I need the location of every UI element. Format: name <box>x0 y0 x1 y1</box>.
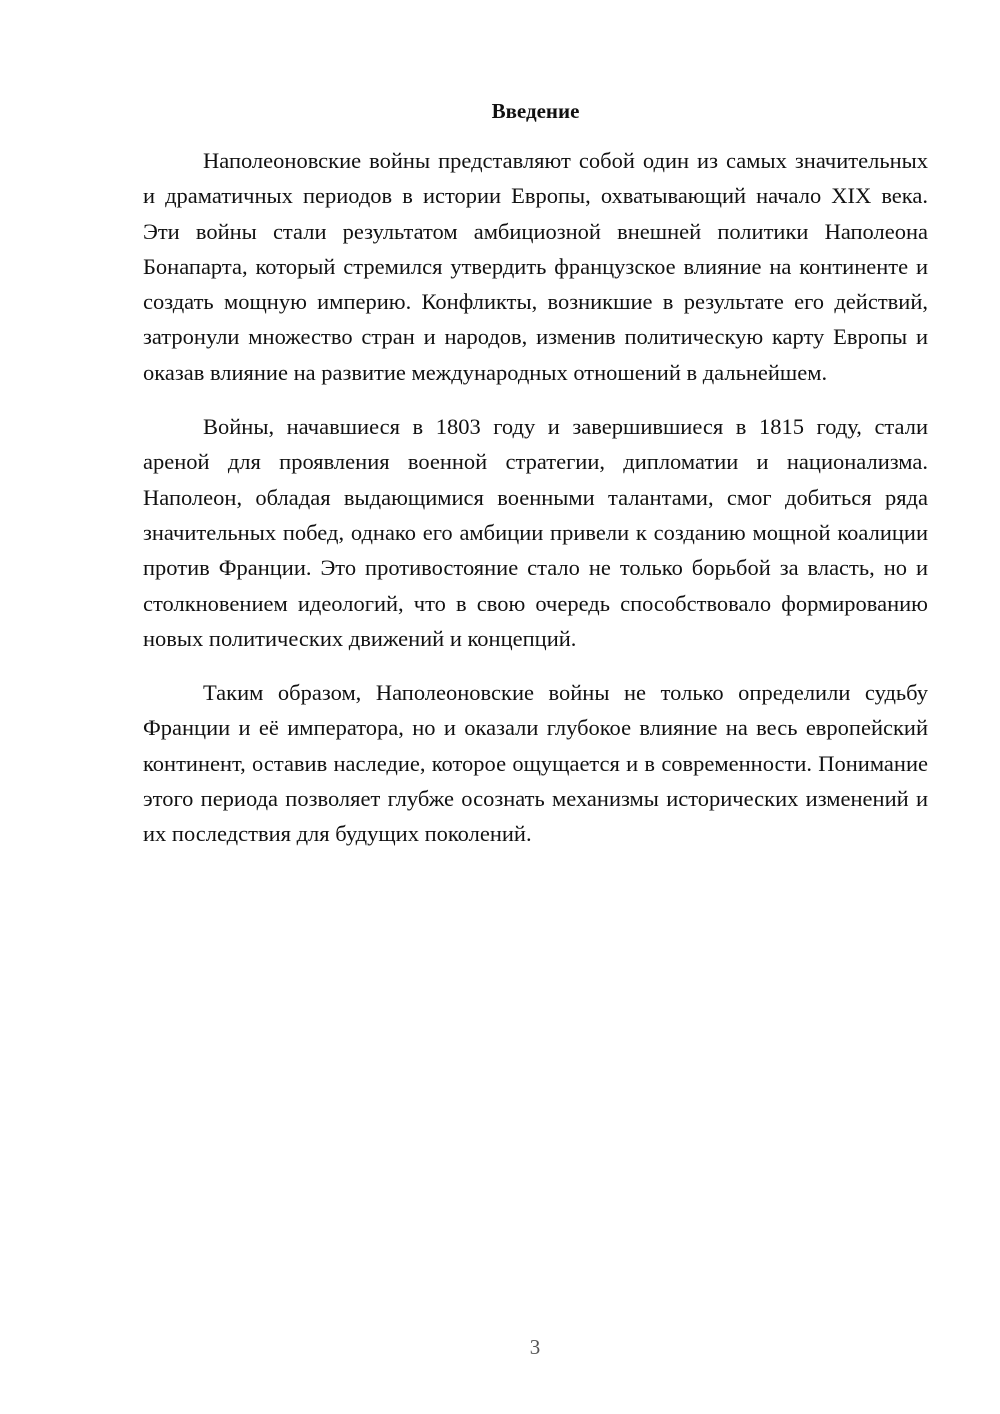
paragraph-3: Таким образом, Наполеоновские войны не только определили судьбу Франции и её императора, но и оказали глубокое влияние на весь европейский континент, оставив наследие, которое ощущается и в современности. Понимание этого периода позволяет глубже осознать механизмы исторических изменений и их последствия для будущих поколений. <box>143 680 928 847</box>
page-title: Введение <box>491 99 580 123</box>
paragraph-1: Наполеоновские войны представляют собой один из самых значительных и драматичных периодов в истории Европы, охватывающий начало XIX века. Эти войны стали результатом амбициозной внешней политики Наполеона Бонапарта, который стремился утвердить французское влияние на континенте и создать мощную империю. Конфликты, возникшие в результате его действий, затронули множество стран и народов, изменив политическую карту Европы и оказав влияние на развитие международных отношений в дальнейшем. <box>143 148 928 385</box>
body-text <box>143 143 928 871</box>
page-number: 3 <box>529 1335 541 1359</box>
paragraph-2: Войны, начавшиеся в 1803 году и завершившиеся в 1815 году, стали ареной для проявления военной стратегии, дипломатии и национализма. Наполеон, обладая выдающимися военными талантами, смог добиться ряда значительных побед, однако его амбиции привели к созданию мощной коалиции против Франции. Это противостояние стало не только борьбой за власть, но и столкновением идеологий, что в свою очередь способствовало формированию новых политических движений и концепций. <box>143 414 928 651</box>
